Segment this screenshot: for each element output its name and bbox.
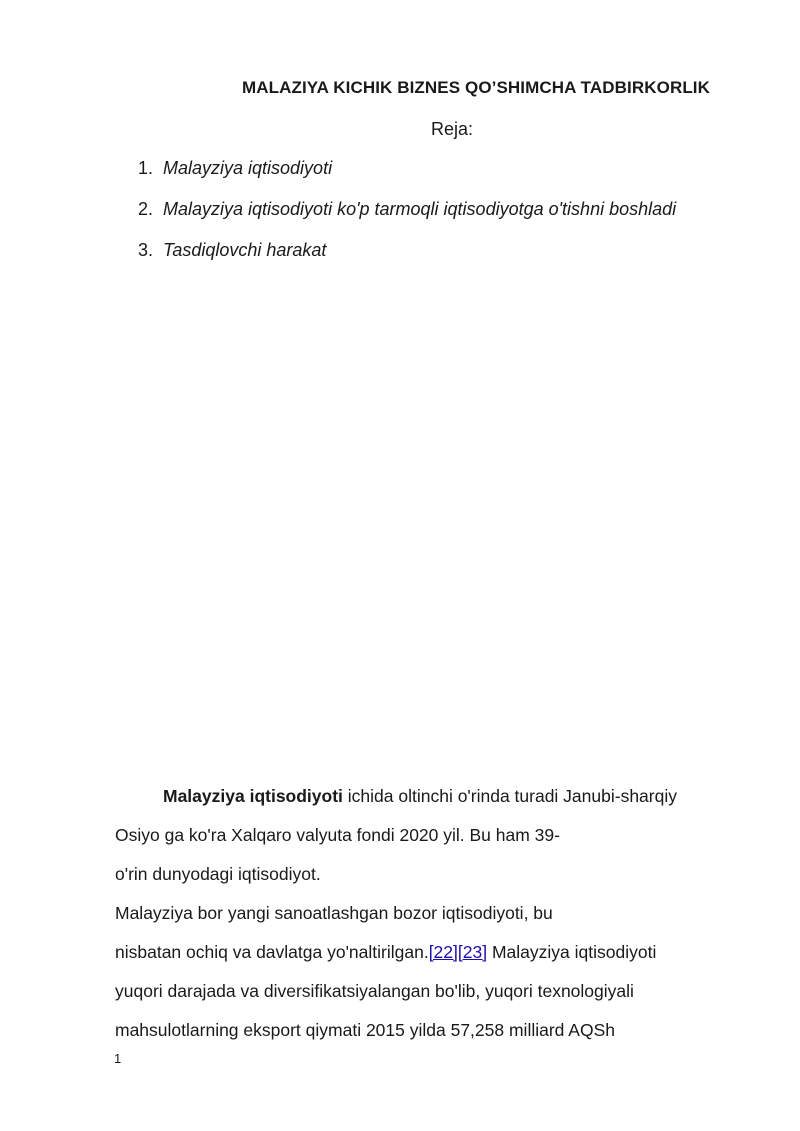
paragraph-line: [115, 1016, 755, 1055]
paragraph-line: [115, 938, 755, 977]
plan-item-number: 1.: [138, 158, 154, 178]
plan-item-number: 2.: [138, 199, 154, 219]
plan-item-number: 3.: [138, 240, 154, 260]
paragraph-text: nisbatan ochiq va davlatga yo'naltirilgan.: [115, 942, 429, 962]
plan-item-text: Malayziya iqtisodiyoti: [163, 158, 333, 178]
body-paragraph: [115, 782, 755, 1055]
paragraph-line: [115, 977, 755, 1016]
document-title: MALAZIYA KICHIK BIZNES QO’SHIMCHA TADBIRKORLIK: [242, 78, 710, 97]
plan-item: [138, 154, 676, 195]
paragraph-line: [115, 899, 755, 938]
paragraph-text: ichida oltinchi o'rinda turadi Janubi-sharqiy: [342, 786, 677, 806]
plan-item: [138, 236, 676, 277]
paragraph-text: o'rin dunyodagi iqtisodiyot.: [115, 864, 321, 884]
plan-item-text: Malayziya iqtisodiyoti ko'p tarmoqli iqtisodiyotga o'tishni boshladi: [163, 199, 677, 219]
paragraph-line: [115, 821, 755, 860]
reference-link-23[interactable]: [23]: [457, 942, 488, 962]
paragraph-text: Malayziya bor yangi sanoatlashgan bozor iqtisodiyoti, bu: [115, 903, 553, 923]
paragraph-text: Osiyo ga ko'ra Xalqaro valyuta fondi 2020 yil. Bu ham 39-: [115, 825, 560, 845]
plan-item-text: Tasdiqlovchi harakat: [163, 240, 327, 260]
paragraph-lead-bold: Malayziya iqtisodiyoti: [163, 786, 343, 806]
page-number: 1: [114, 1051, 122, 1066]
paragraph-text: Malayziya iqtisodiyoti: [487, 942, 657, 962]
paragraph-text: yuqori darajada va diversifikatsiyalangan bo'lib, yuqori texnologiyali: [115, 981, 634, 1001]
paragraph-line: [115, 860, 755, 899]
reference-link-22[interactable]: [22]: [428, 942, 458, 962]
paragraph-text: mahsulotlarning eksport qiymati 2015 yilda 57,258 milliard AQSh: [115, 1020, 615, 1040]
document-title-wrap: [0, 78, 800, 98]
paragraph-line: [115, 782, 755, 821]
plan-item: [138, 195, 676, 236]
plan-list: [138, 154, 676, 277]
plan-heading: Reja:: [430, 119, 474, 139]
